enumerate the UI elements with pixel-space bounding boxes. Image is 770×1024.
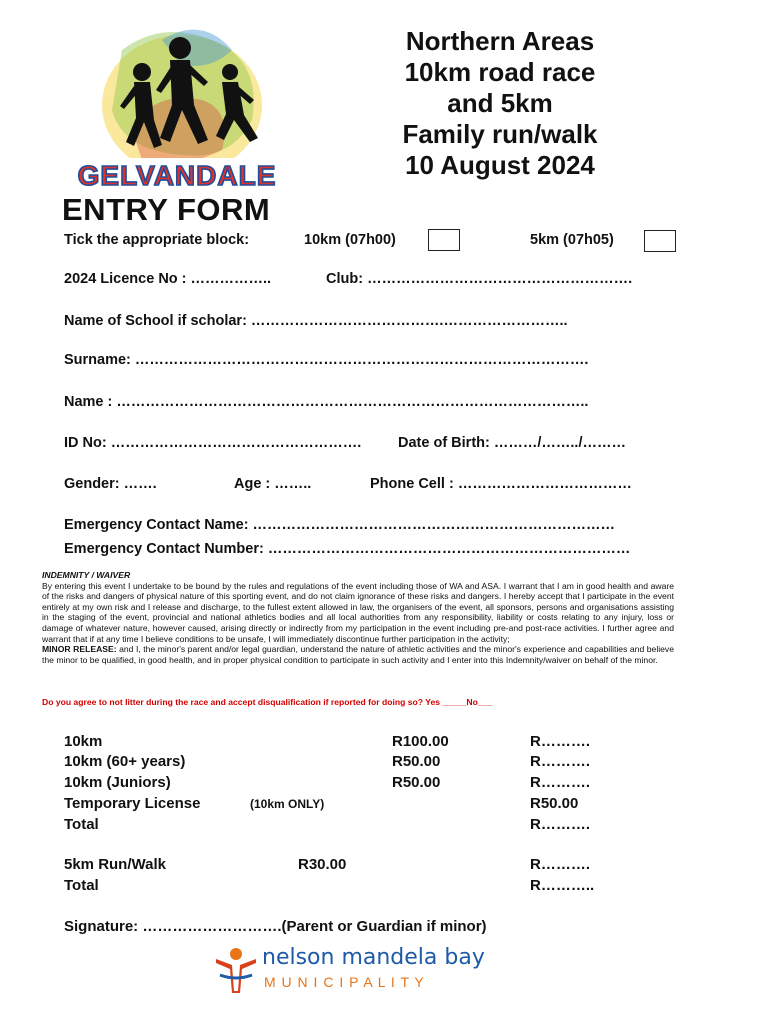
gelvandale-logo — [62, 10, 292, 200]
fee-label-temp-license: Temporary License — [64, 795, 201, 812]
fee-total-amount[interactable]: R………. — [530, 816, 590, 833]
fee-note-temp-license: (10km ONLY) — [250, 797, 325, 811]
runners-illustration — [62, 10, 292, 200]
fee-total2-label: Total — [64, 877, 99, 894]
fee-amount-temp-license: R50.00 — [530, 795, 579, 812]
phone-field[interactable]: Phone Cell : ……………………………… — [370, 476, 632, 492]
indemnity-title: INDEMNITY / WAIVER — [42, 570, 131, 580]
entry-form-heading: ENTRY FORM — [62, 192, 271, 227]
litter-question[interactable]: Do you agree to not litter during the race and accept disqualification if reported for doing so? Yes _____No___ — [42, 697, 493, 707]
event-title — [340, 26, 660, 181]
date-of-birth-field[interactable]: Date of Birth: ………/……../……… — [398, 435, 626, 451]
tick-label: Tick the appropriate block: — [64, 232, 250, 248]
fee-label-10km: 10km — [64, 733, 103, 750]
title-line-3: and 5km — [447, 88, 553, 118]
fee-label-10km-juniors: 10km (Juniors) — [64, 774, 171, 791]
minor-release-label: MINOR RELEASE: — [42, 644, 117, 655]
nmb-municipality: M U N I C I P A L I T Y — [264, 974, 425, 990]
gender-field[interactable]: Gender: ……. — [64, 476, 157, 492]
fee-price-5km: R30.00 — [298, 856, 347, 873]
signature-field[interactable]: Signature: ……………………….(Parent or Guardian if minor) — [64, 918, 487, 935]
fee-price-10km: R100.00 — [392, 733, 449, 750]
emergency-name-field[interactable]: Emergency Contact Name: ………………………………………………………………… — [64, 517, 616, 533]
option-5km-label: 5km (07h05) — [530, 232, 614, 248]
indemnity-section — [42, 570, 674, 665]
nmb-logo — [212, 945, 485, 1005]
fee-amount-10km[interactable]: R………. — [530, 733, 590, 750]
fee-price-10km-60: R50.00 — [392, 753, 441, 770]
school-field[interactable]: Name of School if scholar: ………………………………….…………………….. — [64, 313, 568, 329]
id-number-field[interactable]: ID No: ……………………………………………. — [64, 435, 362, 451]
age-field[interactable]: Age : …….. — [234, 476, 312, 492]
fee-amount-5km[interactable]: R………. — [530, 856, 590, 873]
nmb-figure-icon — [212, 945, 260, 995]
minor-release-body: and I, the minor's parent and/or legal guardian, understand the nature of athletic activities and the minor's experience and capabilities and believe the minor to be qualified, in good health, and in proper physical condition to participate in such activity and I enter into this Indemnity/waiver on behalf of the minor. — [42, 644, 674, 665]
nmb-name: nelson mandela bay — [262, 945, 485, 970]
option-10km-label: 10km (07h00) — [304, 232, 396, 248]
fee-label-10km-60: 10km (60+ years) — [64, 753, 186, 770]
title-line-5: 10 August 2024 — [405, 150, 595, 180]
name-field[interactable]: Name : …………………………………………………………………………………….. — [64, 394, 589, 410]
club-field[interactable]: Club: ………………………………………………. — [326, 271, 633, 287]
fee-amount-10km-juniors[interactable]: R………. — [530, 774, 590, 791]
fee-price-10km-juniors: R50.00 — [392, 774, 441, 791]
fee-label-5km: 5km Run/Walk — [64, 856, 166, 873]
indemnity-body: By entering this event I undertake to be bound by the rules and regulations of the event including those of WA and ASA. I warrant that I am in good health and aware of the risks and dangers of physical nature of this sporting event, and do not claim ignorance of these risks and dangers. I hereby accept that I participate in the event entirely at my own risk and I release and discharge, to the fullest extent allowed in law, the organisers of the event, all sponsors, persons and organisations assisting in the staging of the event, provincial and national athletics bodies and all local authorities from any responsibility, liability or costs relating to any injury, loss or damage of whatever nature, however caused, arising directly or indirectly from my participation in the event including pre-and post-race activities. I further agree and warrant that if at any time I believe conditions to be unsafe, I will immediately discontinue further participation in the activity; — [42, 580, 674, 644]
checkbox-10km[interactable] — [428, 229, 460, 251]
surname-field[interactable]: Surname: …………………………………………………………………………………. — [64, 352, 589, 368]
title-line-1: Northern Areas — [405, 26, 595, 56]
licence-field[interactable]: 2024 Licence No : …………….. — [64, 271, 272, 287]
fee-total-label: Total — [64, 816, 99, 833]
emergency-number-field[interactable]: Emergency Contact Number: ………………………………………………………………… — [64, 541, 631, 557]
gelvandale-wordmark: GELVANDALE — [77, 160, 277, 191]
fee-amount-10km-60[interactable]: R………. — [530, 753, 590, 770]
title-line-4: Family run/walk — [402, 119, 598, 149]
title-line-2: 10km road race — [404, 57, 596, 87]
fee-total2-amount[interactable]: R……….. — [530, 877, 595, 894]
checkbox-5km[interactable] — [644, 230, 676, 252]
